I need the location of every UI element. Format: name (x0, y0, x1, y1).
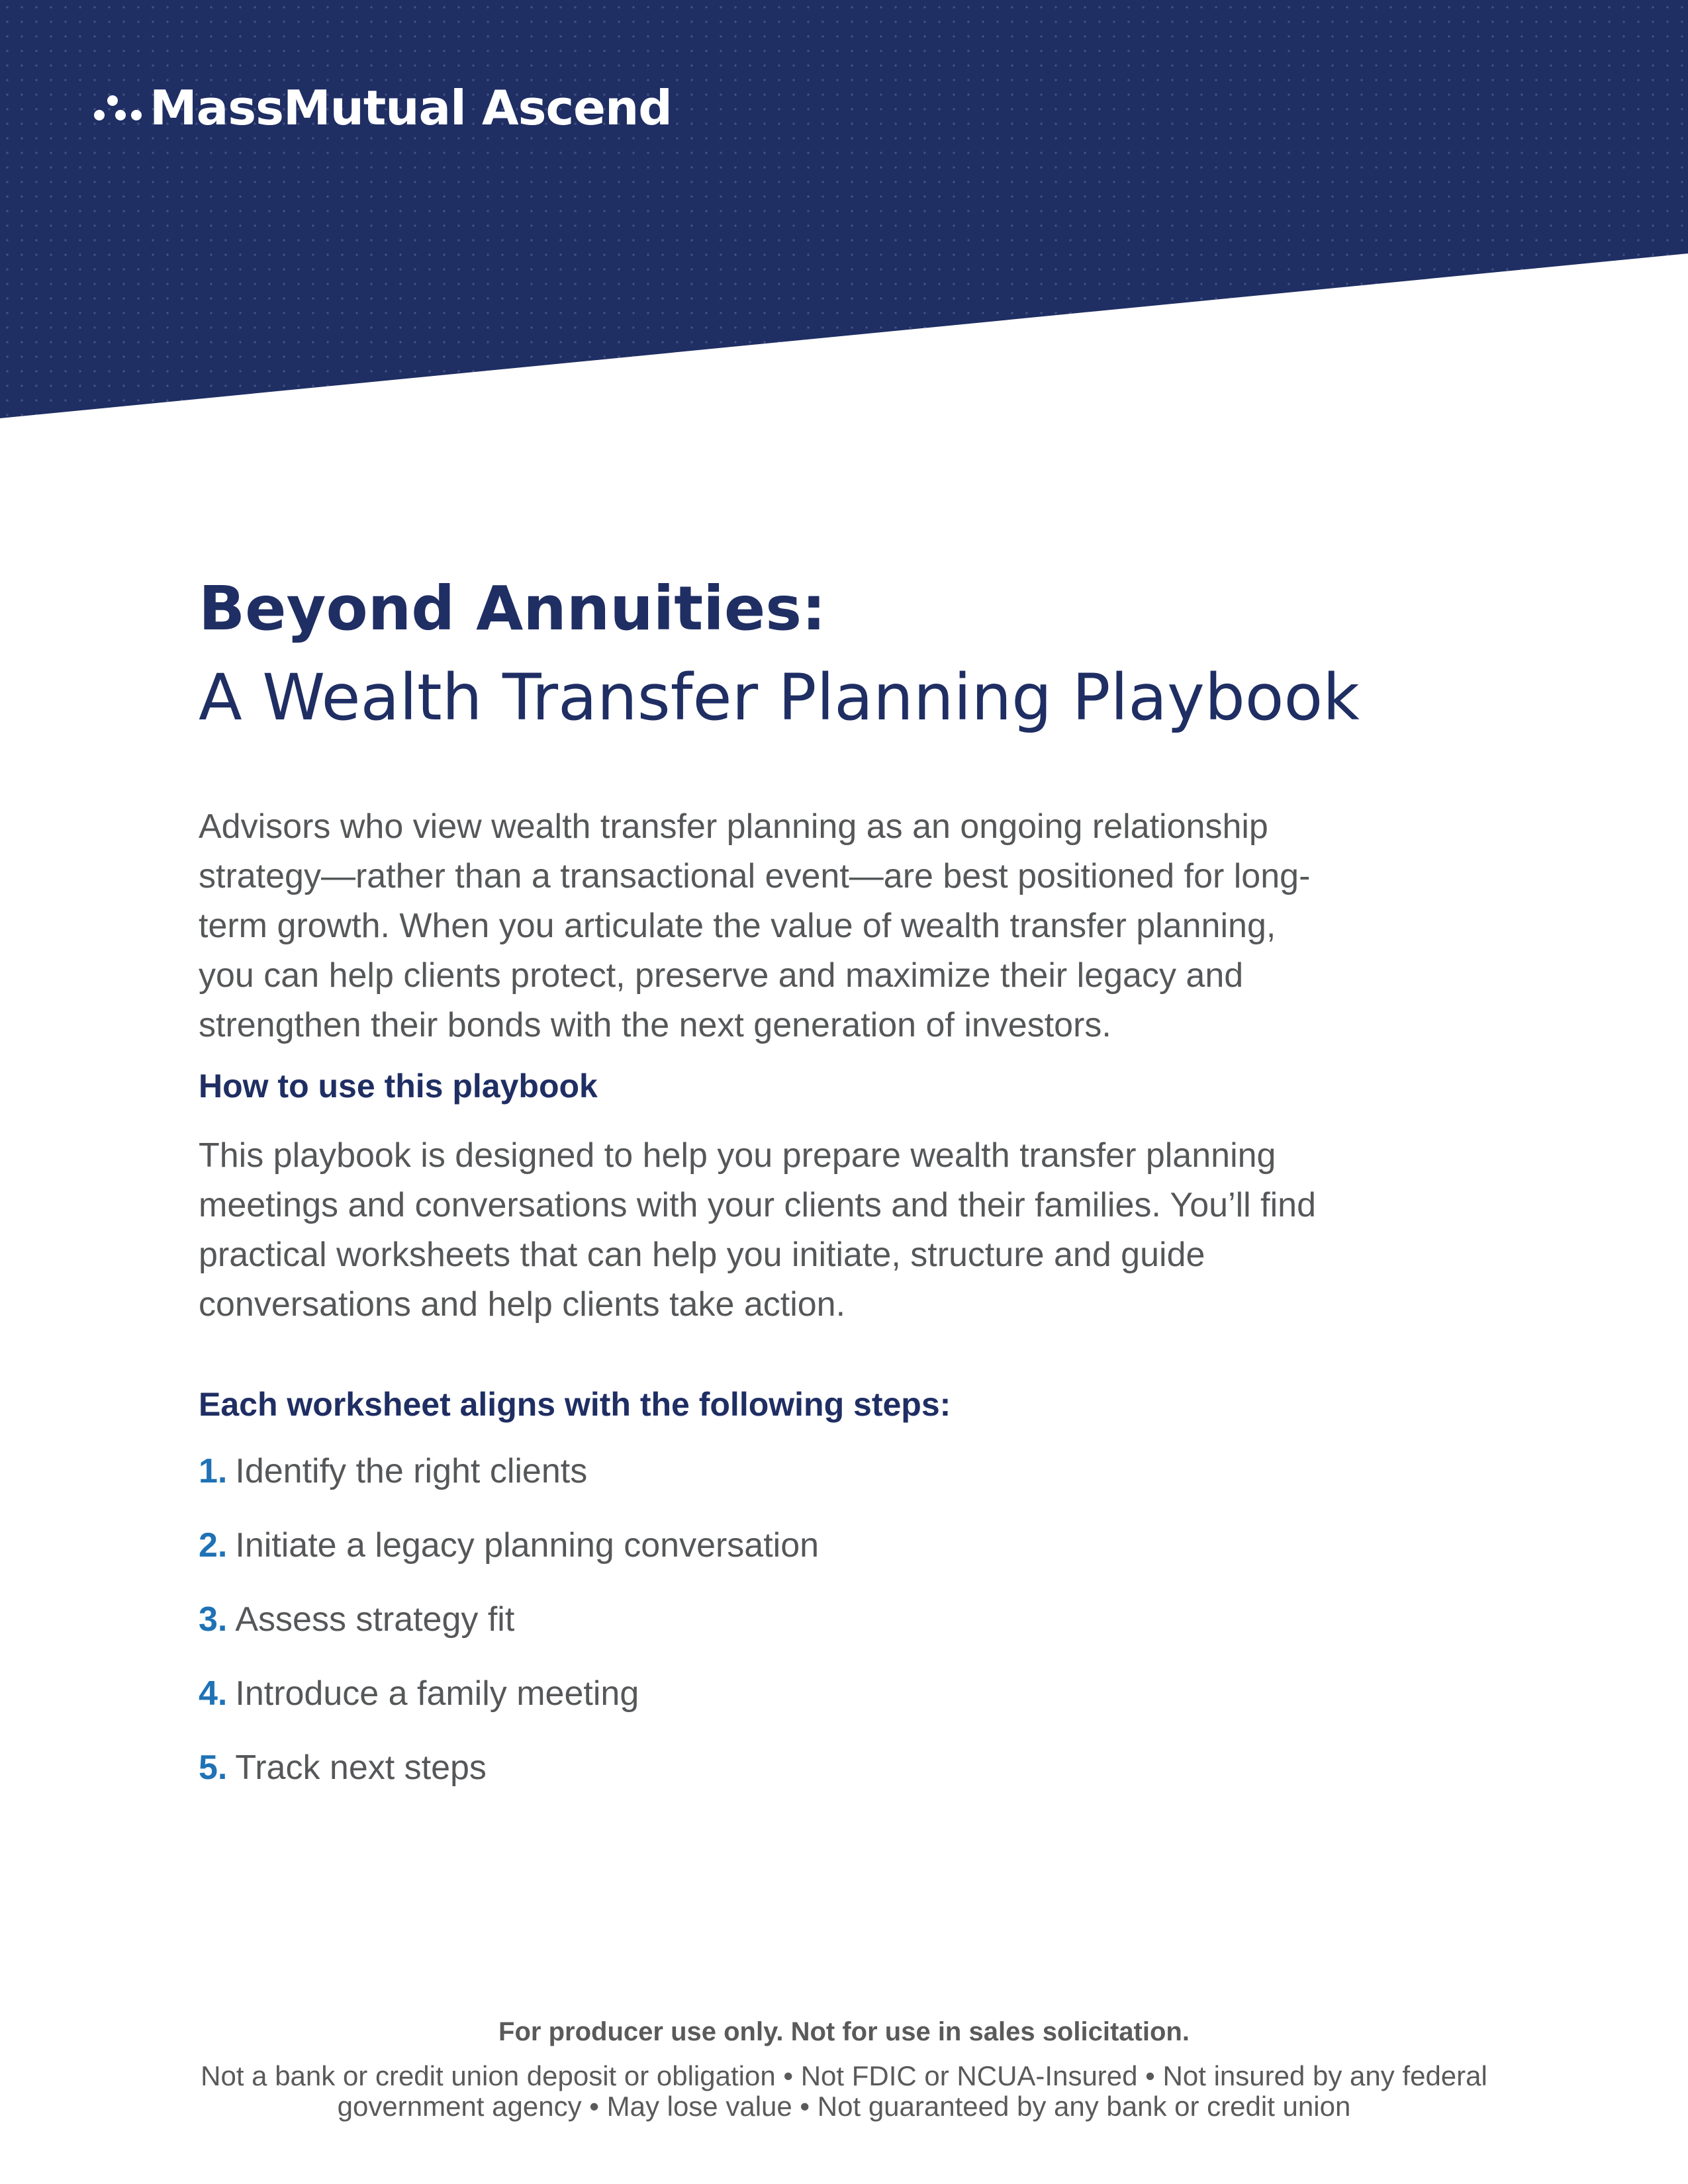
how-to-use-heading: How to use this playbook (199, 1068, 598, 1105)
step-item (199, 1669, 1456, 1719)
step-number: 3. (199, 1600, 228, 1639)
step-number: 5. (199, 1749, 228, 1787)
step-text: Introduce a family meeting (235, 1674, 639, 1713)
step-item (199, 1595, 1456, 1645)
header-banner (0, 0, 1688, 424)
dots-logo-mark-icon (93, 93, 143, 123)
step-text: Track next steps (235, 1749, 487, 1787)
steps-list (199, 1447, 1456, 1793)
steps-heading: Each worksheet aligns with the following steps: (199, 1386, 951, 1423)
producer-use-note: For producer use only. Not for use in sales solicitation. (498, 2017, 1190, 2046)
document-title: Beyond Annuities: (199, 573, 826, 644)
main-content (199, 569, 1456, 1817)
step-number: 4. (199, 1674, 228, 1713)
step-item (199, 1447, 1456, 1496)
step-text: Identify the right clients (235, 1452, 588, 1490)
document-subtitle: A Wealth Transfer Planning Playbook (199, 660, 1360, 735)
brand-name: MassMutual Ascend (150, 80, 672, 136)
step-item (199, 1521, 1456, 1570)
step-item (199, 1743, 1456, 1793)
step-text: Assess strategy fit (235, 1600, 515, 1639)
step-text: Initiate a legacy planning conversation (235, 1526, 820, 1565)
step-number: 1. (199, 1452, 228, 1490)
step-number: 2. (199, 1526, 228, 1565)
legal-disclaimer: Not a bank or credit union deposit or obligation • Not FDIC or NCUA-Insured • Not insured by any federal government agency • May lose value • Not guaranteed by any bank or credit union (201, 2060, 1487, 2122)
footer (0, 2005, 1688, 2122)
how-to-use-paragraph: This playbook is designed to help you prepare wealth transfer planning meetings and conversations with your clients and their families. You’ll find practical worksheets that can help you initiate, structure and guide conversations and help clients take action. (199, 1136, 1317, 1324)
intro-paragraph: Advisors who view wealth transfer planning as an ongoing relationship strategy—rather than a transactional event—are best positioned for long-term growth. When you articulate the value of wealth transfer planning, you can help clients protect, preserve and maximize their legacy and strengthen their bonds with the next generation of investors. (199, 807, 1311, 1044)
brand-logo (93, 78, 672, 138)
